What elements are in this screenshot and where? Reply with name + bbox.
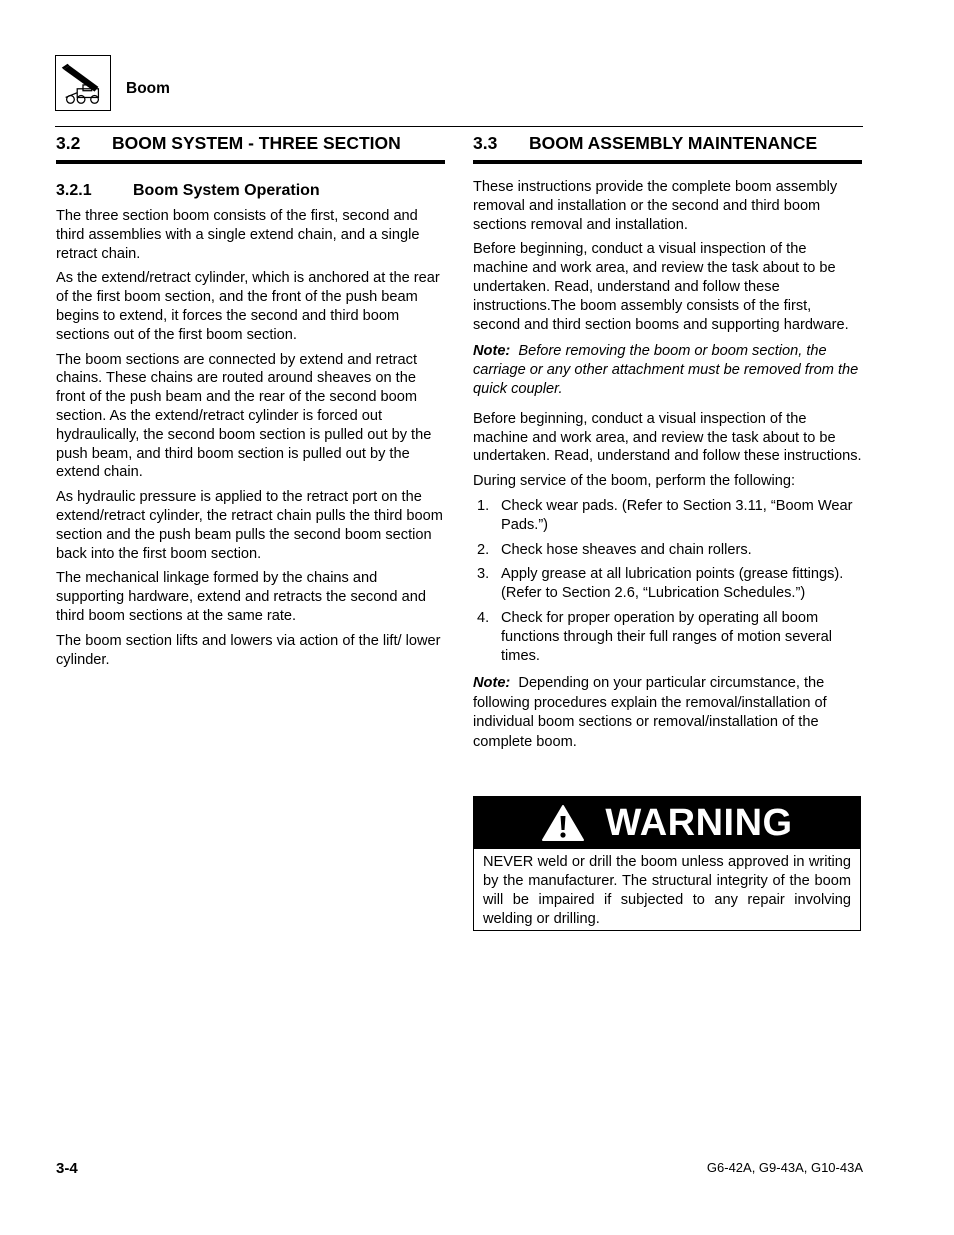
note [473, 674, 862, 752]
section-number: 3.2 [56, 133, 81, 153]
step-text: Check hose sheaves and chain rollers. [501, 541, 752, 558]
list-item [473, 609, 862, 665]
page-number: 3-4 [56, 1160, 78, 1177]
step-number: 3. [477, 566, 490, 583]
header-rule [55, 126, 863, 127]
step-text: Check for proper operation by operating all boom functions through their full ranges of motion several times. [501, 609, 832, 664]
step-number: 2. [477, 541, 490, 558]
warning-text: NEVER weld or drill the boom unless approved in writing by the manufacturer. The structural integrity of the boom will be impaired if subjected to any repair involving welding or drilling. [483, 854, 851, 927]
section-title: BOOM ASSEMBLY MAINTENANCE [529, 133, 818, 153]
right-column [473, 133, 862, 758]
paragraph: The three section boom consists of the first, second and third assemblies with a single extend chain, and a single retract chain. [56, 208, 420, 262]
warning-title: WARNING [605, 801, 793, 844]
step-number: 1. [477, 497, 490, 514]
left-column [56, 133, 445, 675]
list-item [473, 541, 862, 560]
note-label: Note: [473, 675, 511, 692]
step-text: Check wear pads. (Refer to Section 3.11, “Boom Wear Pads.”) [501, 497, 853, 533]
warning-header [474, 797, 860, 849]
list-item [473, 565, 862, 603]
paragraph: The boom sections are connected by extend and retract chains. These chains are routed around sheaves on the front of the push beam and the rear of the second boom section. As the extend/retract cylinder is forced out hydraulically, the second boom section is pulled out by the push beam, and third boom section is pulled out by the extend chain. [56, 351, 432, 481]
warning-triangle-icon [541, 804, 585, 842]
step-number: 4. [477, 609, 490, 626]
paragraph: The boom section lifts and lowers via action of the lift/ lower cylinder. [56, 632, 441, 668]
paragraph: These instructions provide the complete boom assembly removal and installation or the second and third boom sections removal and installation. [473, 179, 838, 233]
section-heading-3-3 [473, 133, 862, 164]
boom-lift-icon [55, 55, 111, 111]
paragraph: During service of the boom, perform the following: [473, 473, 796, 490]
note-text: Before removing the boom or boom section, the carriage or any other attachment must be removed from the quick coupler. [473, 343, 859, 397]
warning-box [473, 796, 861, 931]
steps-list [473, 497, 862, 665]
subsection-title: Boom System Operation [133, 182, 320, 199]
paragraph: The mechanical linkage formed by the chains and supporting hardware, extend and retracts the second and third boom sections at the same rate. [56, 570, 426, 624]
subsection-number: 3.2.1 [56, 182, 92, 199]
paragraph: As hydraulic pressure is applied to the retract port on the extend/retract cylinder, the retract chain pulls the third boom section and the push beam pulls the second boom section back into the first boom section. [56, 489, 443, 562]
section-number: 3.3 [473, 133, 498, 153]
step-text: Apply grease at all lubrication points (grease fittings). (Refer to Section 2.6, “Lubrication Schedules.”) [501, 566, 844, 602]
note-text: Depending on your particular circumstance, the following procedures explain the removal/installation of individual boom sections or removal/installation of the complete boom. [473, 675, 827, 750]
section-title: BOOM SYSTEM - THREE SECTION [112, 133, 401, 153]
list-item [473, 497, 862, 535]
subsection-heading [56, 182, 445, 200]
section-heading-3-2 [56, 133, 445, 164]
model-numbers: G6-42A, G9-43A, G10-43A [706, 1160, 863, 1175]
paragraph: Before beginning, conduct a visual inspection of the machine and work area, and review the task about to be undertaken. Read, understand and follow these instructions.The boom assembly consists of the first, second and third section booms and supporting hardware. [473, 241, 849, 333]
note [473, 342, 862, 398]
paragraph: As the extend/retract cylinder, which is anchored at the rear of the first boom section, and the front of the push beam begins to extend, it forces the second and third boom sections out of the first boom section. [56, 270, 440, 343]
note-label: Note: [473, 343, 511, 360]
header-title: Boom [126, 80, 170, 97]
paragraph: Before beginning, conduct a visual inspection of the machine and work area, and review the task about to be undertaken. Read, understand and follow these instructions. [473, 410, 862, 465]
